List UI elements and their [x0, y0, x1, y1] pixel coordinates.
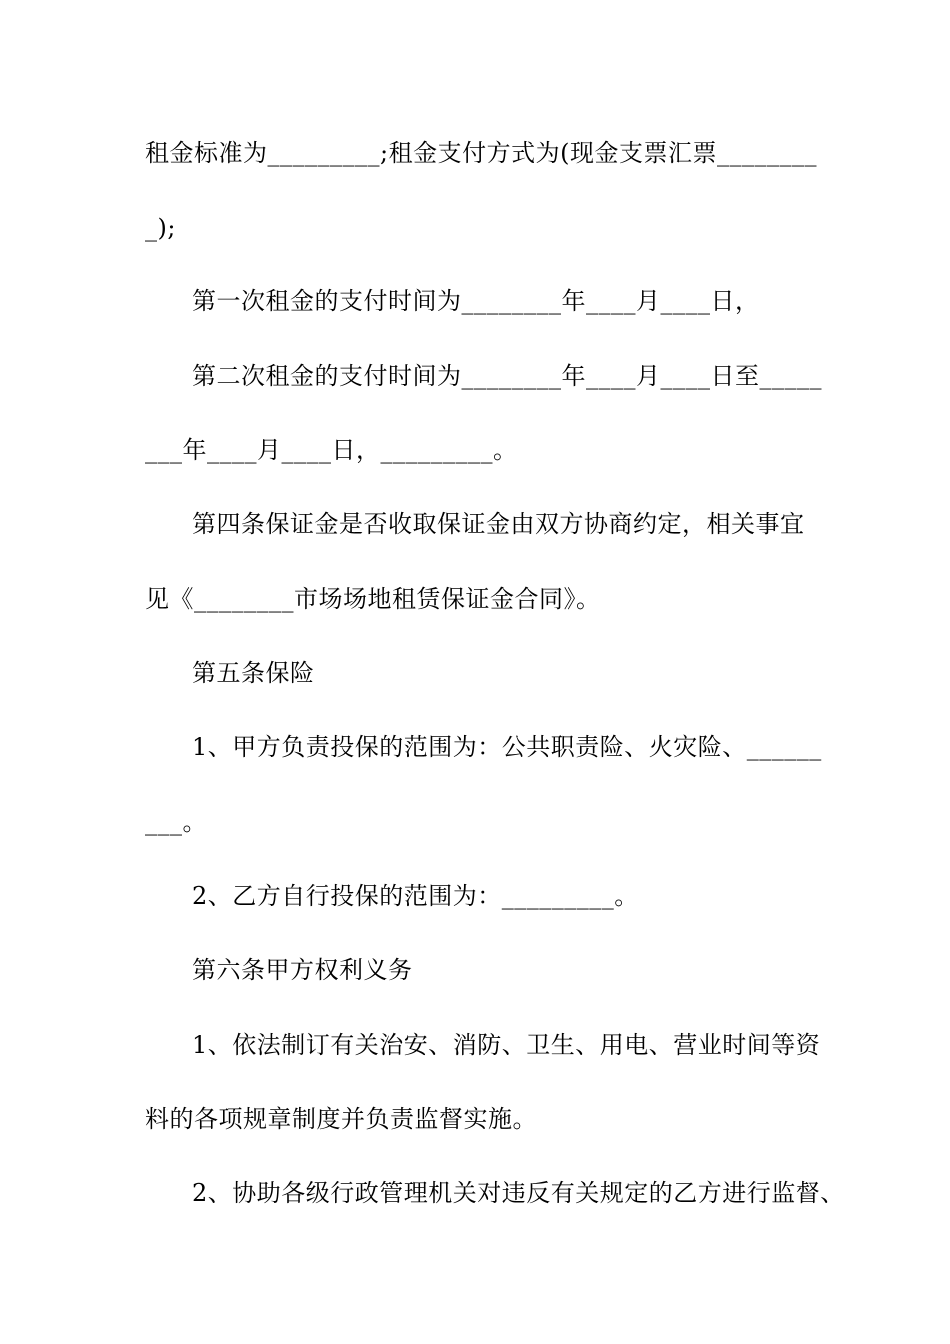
- text-line-insurance-party-a: 1、甲方负责投保的范围为：公共职责险、火灾险、______: [192, 733, 822, 761]
- text-line-insurance-party-a-cont: ___。: [145, 808, 207, 836]
- text-line-insurance-party-b: 2、乙方自行投保的范围为：_________。: [192, 882, 639, 910]
- text-line-supervision: 2、协助各级行政管理机关对违反有关规定的乙方进行监督、: [192, 1179, 845, 1207]
- text-line-article-four: 第四条保证金是否收取保证金由双方协商约定，相关事宜: [192, 510, 805, 538]
- heading-article-five: 第五条保险: [192, 659, 315, 687]
- heading-article-six: 第六条甲方权利义务: [192, 956, 413, 984]
- text-line-rules: 1、依法制订有关治安、消防、卫生、用电、营业时间等资: [192, 1031, 821, 1059]
- text-line-second-payment: 第二次租金的支付时间为________年____月____日至_____: [192, 362, 822, 390]
- text-line-first-payment: 第一次租金的支付时间为________年____月____日，: [192, 287, 760, 315]
- text-line-second-payment-cont: ___年____月____日，_________。: [145, 436, 518, 464]
- text-line-article-four-cont: 见《________市场场地租赁保证金合同》。: [145, 585, 601, 613]
- text-line-rent-standard-cont: _);: [145, 214, 176, 242]
- text-line-rent-standard: 租金标准为_________;租金支付方式为(现金支票汇票________: [145, 139, 817, 167]
- text-line-rules-cont: 料的各项规章制度并负责监督实施。: [145, 1105, 537, 1133]
